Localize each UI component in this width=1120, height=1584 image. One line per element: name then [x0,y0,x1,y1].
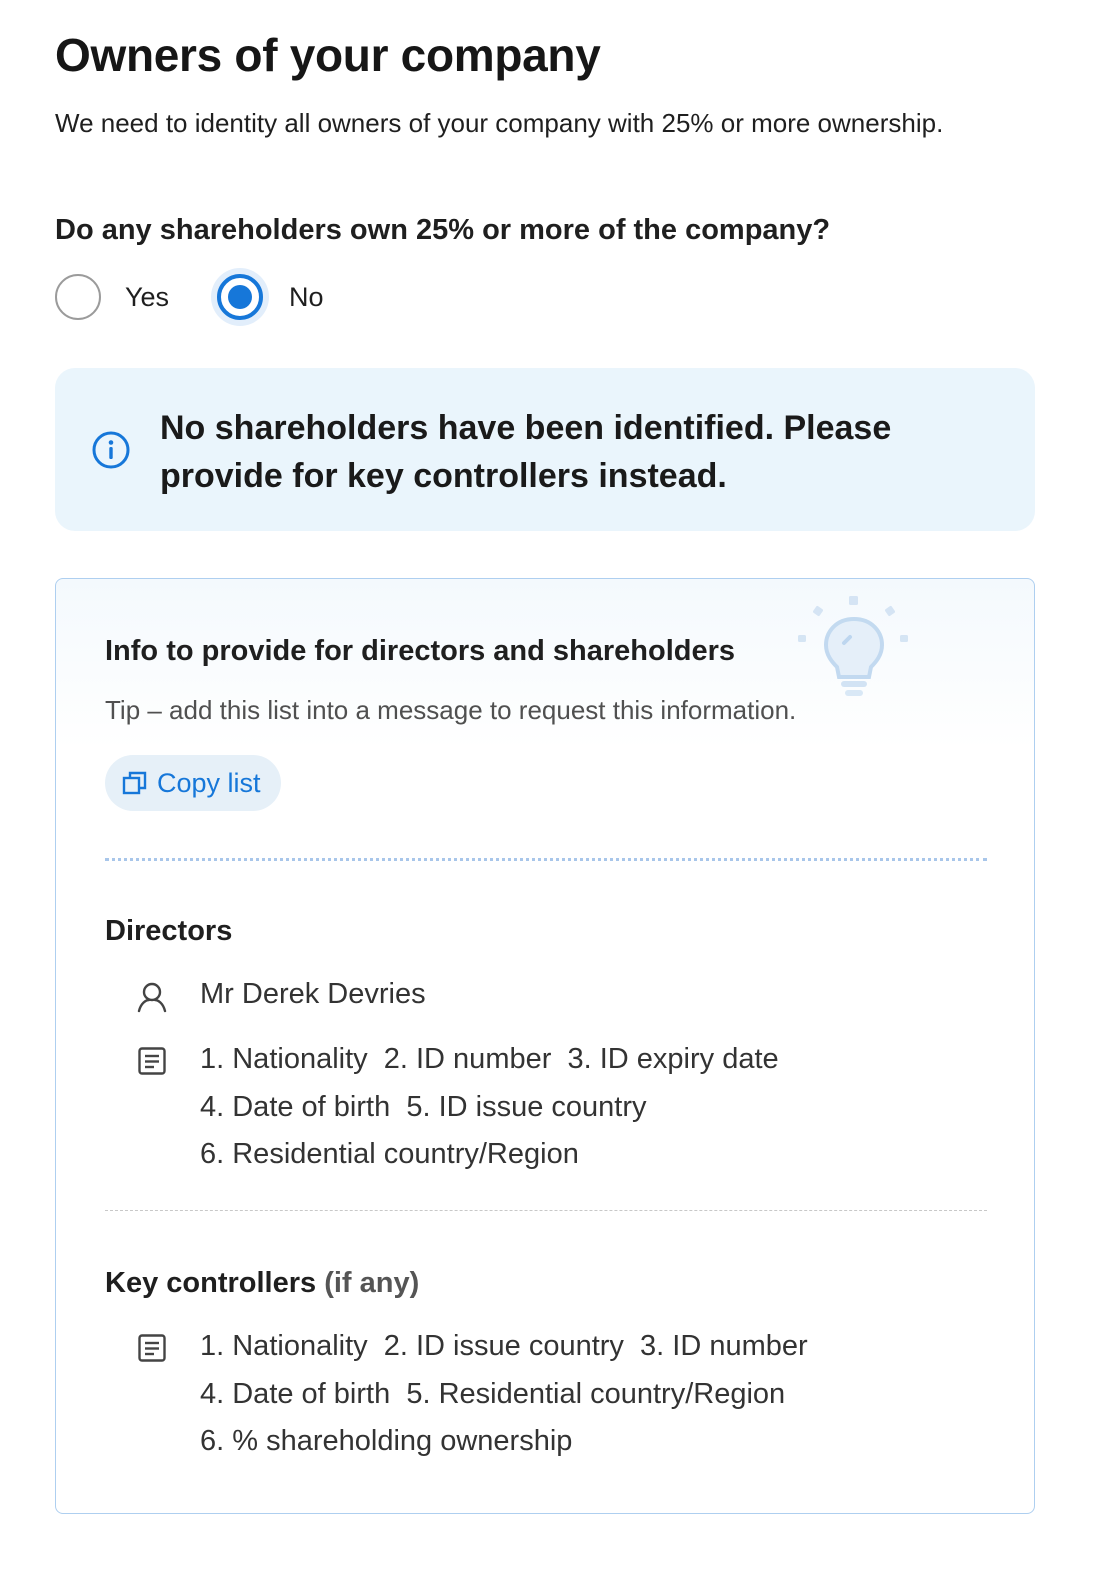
key-controllers-info-list [200,1323,808,1466]
lightbulb-icon [794,593,914,703]
card-title: Info to provide for directors and shareholders [105,635,736,667]
shareholder-radio-group [55,272,455,322]
director-name: Mr Derek Devries [200,978,426,1010]
info-icon [91,430,131,470]
radio-yes-label: Yes [125,281,170,312]
info-card [55,578,1035,1514]
key-controllers-heading-text: Key controllers [105,1267,317,1299]
person-icon [136,981,168,1013]
section-divider [105,858,987,861]
list-icon [136,1045,168,1077]
radio-no-label: No [289,281,324,312]
list-line: 4. Date of birth 5. Residential country/Region [200,1377,786,1410]
list-line: 1. Nationality 2. ID issue country 3. ID number [200,1330,808,1362]
card-tip: Tip – add this list into a message to request this information. [105,695,797,725]
list-line: 1. Nationality 2. ID number 3. ID expiry date [200,1043,779,1075]
copy-icon [121,769,149,797]
list-line: 4. Date of birth 5. ID issue country [200,1090,647,1123]
radio-yes-button[interactable] [55,274,101,320]
page-title: Owners of your company [55,29,601,81]
section-divider [105,1210,987,1211]
key-controllers-heading-suffix: (if any) [324,1267,420,1299]
directors-info-list [200,1036,779,1179]
radio-option-yes[interactable] [55,272,169,322]
radio-option-no[interactable] [217,272,324,322]
info-banner-text: No shareholders have been identified. Please provide for key controllers instead. [160,409,892,495]
page-subtitle: We need to identity all owners of your company with 25% or more ownership. [55,108,944,138]
directors-heading: Directors [105,915,233,947]
list-line: 6. Residential country/Region [200,1138,579,1170]
key-controllers-heading [105,1267,419,1300]
list-icon [136,1332,168,1364]
copy-list-label: Copy list [157,767,261,798]
copy-list-button[interactable] [105,755,281,811]
radio-no-button[interactable] [217,274,263,320]
info-banner [55,368,1035,531]
shareholder-question: Do any shareholders own 25% or more of the company? [55,214,831,246]
list-line: 6. % shareholding ownership [200,1425,573,1457]
